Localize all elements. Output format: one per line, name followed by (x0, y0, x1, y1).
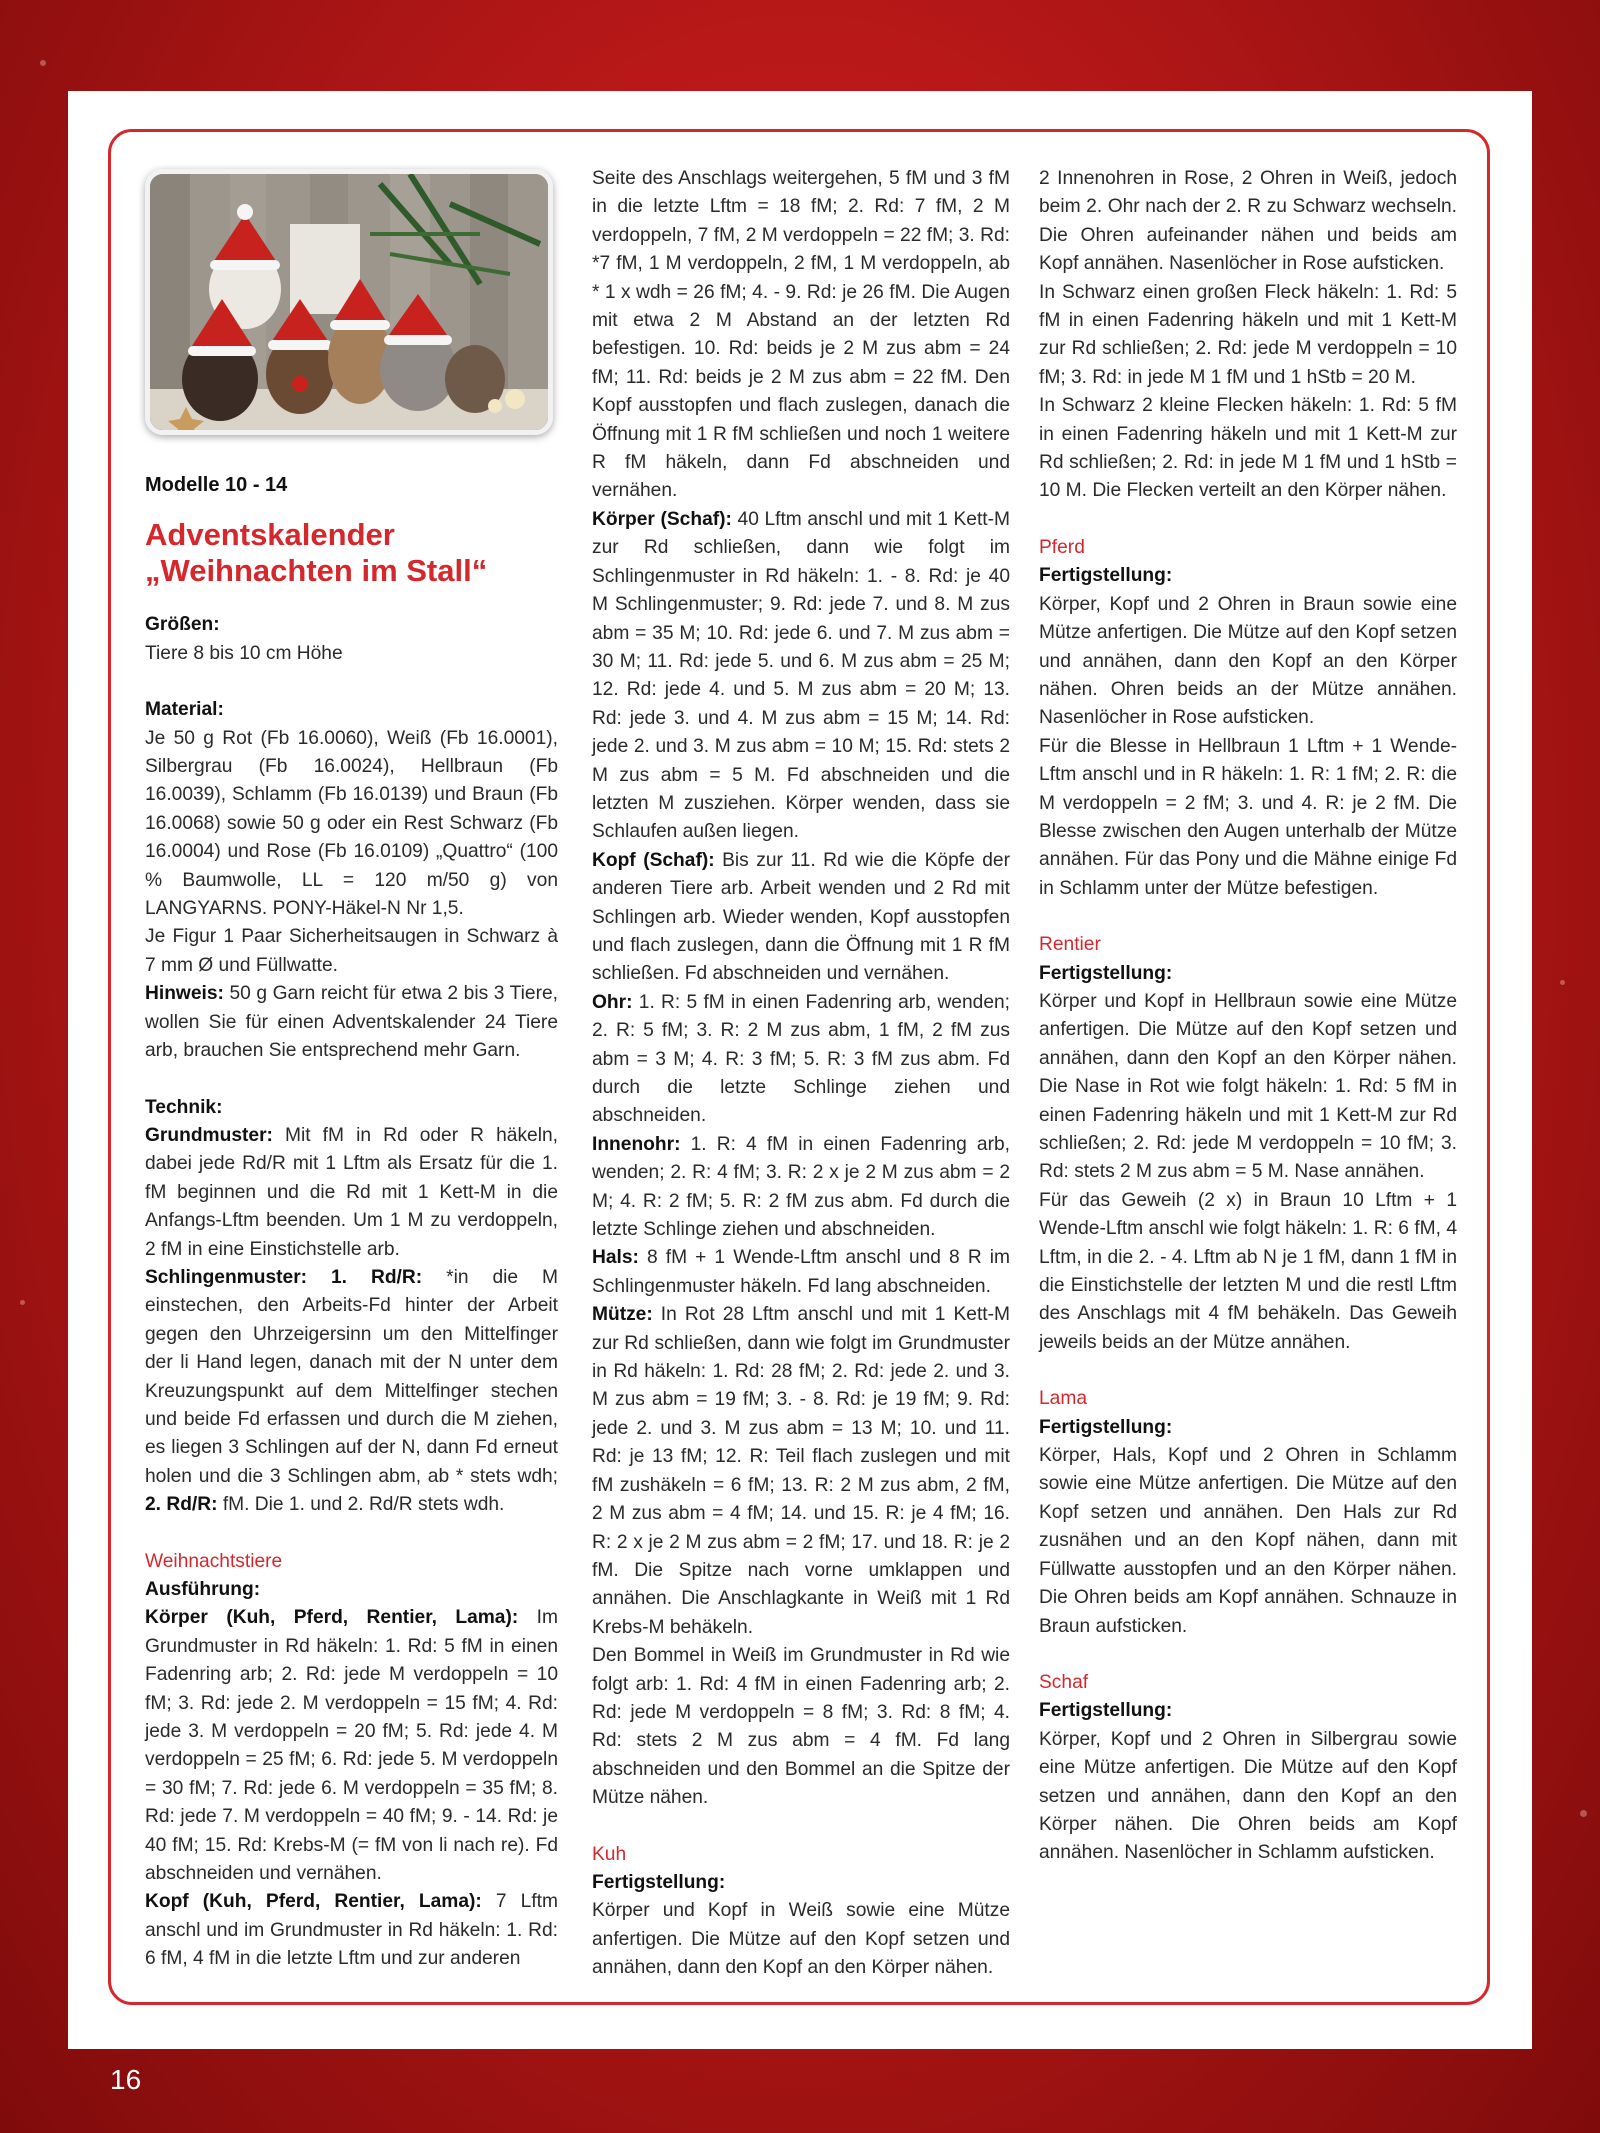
schlingenmuster-text: *in die M einstechen, den Arbeits-Fd hinter der Arbeit gegen den Uhrzeigersinn um den Mittelfinger der li Hand legen, danach mit der N unter dem Kreuzungspunkt auf dem Mittelfinger stechen und beide Fd erfassen und durch die M ziehen, es liegen 3 Schlingen auf der N, dann Fd erneut holen und die 3 Schlingen abm, ab * stets wdh; (145, 1266, 559, 1487)
lama-fertigstellung-label: Fertigstellung: (1039, 1416, 1173, 1438)
ohr (592, 989, 1010, 1131)
sparkle (40, 60, 46, 66)
model-number: Modelle 10 - 14 (145, 474, 288, 496)
crochet-animals-photo (145, 169, 553, 435)
column-middle (592, 165, 1010, 1983)
kuh-flecken-text: In Schwarz 2 kleine Flecken häkeln: 1. Rd: 5 fM in einen Fadenring häkeln und mit 1 Kett-M zur Rd schließen; 2. Rd: in jede M 1 fM und 1 hStb = 10 M. Die Flecken verteilt an den Körper nähen. (1039, 395, 1457, 502)
rentier-fertigstellung-label: Fertigstellung: (1039, 962, 1173, 984)
hinweis (145, 980, 558, 1065)
column-right (1039, 165, 1457, 1868)
kopf-schaf (592, 847, 1010, 989)
kopf-text: 7 Lftm anschl und im Grundmuster in Rd häkeln: 1. Rd: 6 fM, 4 fM in die letzte Lftm und zur anderen (145, 1891, 558, 1970)
schaf-text: Körper, Kopf und 2 Ohren in Silbergrau sowie eine Mütze anfertigen. Die Mütze auf den Kopf setzen und annähen, dann den Kopf an den Körper nähen. Die Ohren beids am Kopf annähen. Nasenlöcher in Schlamm aufsticken. (1039, 1728, 1457, 1864)
section-kuh: Kuh (592, 1843, 627, 1865)
rentier-text: Körper und Kopf in Hellbraun sowie eine Mütze anfertigen. Die Mütze auf den Kopf setzen und annähen, dann den Kopf an den Körper nähen. Die Nase in Rot wie folgt häkeln: 1. Rd: 5 fM in einen Fadenring häkeln und mit 1 Kett-M zur Rd schließen; 2. Rd: jede M verdoppeln = 10 fM; 3. Rd: stets 2 M zus abm = 5 M. Nase annähen. (1039, 990, 1457, 1183)
material-text-2: Je Figur 1 Paar Sicherheitsaugen in Schwarz à 7 mm Ø und Füllwatte. (145, 926, 558, 976)
hals-label: Hals: (592, 1247, 639, 1269)
pferd-blesse-text: Für die Blesse in Hellbraun 1 Lftm + 1 Wende-Lftm anschl und in R häkeln: 1. R: 1 fM; 2. R: die M verdoppeln = 2 fM; 3. und 4. R: je 2 fM. Die Blesse zwischen den Augen unterhalb der Mütze annähen. Für das Pony und die Mähne einige Fd in Schlamm unter der Mütze befestigen. (1039, 735, 1457, 899)
innenohr-label: Innenohr: (592, 1133, 681, 1155)
ausfuehrung-label: Ausführung: (145, 1579, 261, 1600)
article-title (145, 517, 558, 589)
hinweis-label: Hinweis: (145, 983, 224, 1005)
innenohr (592, 1131, 1010, 1245)
ohr-text: 1. R: 5 fM in einen Fadenring arb, wenden; 2. R: 5 fM; 3. R: 2 M zus abm, 1 fM, 2 fM zus abm = 3 M; 4. R: 3 fM; 5. R: 3 fM zus abm. Fd durch die letzte Schlinge ziehen und abschneiden. (592, 991, 1010, 1127)
material-label: Material: (145, 699, 224, 721)
kopf-continued: Seite des Anschlags weitergehen, 5 fM und 3 fM in die letzte Lftm = 18 fM; 2. Rd: 7 fM, 2 M verdoppeln, 7 fM, 2 M verdoppeln = 22 fM; 3. Rd: *7 fM, 1 M verdoppeln, 2 fM, 1 M verdoppeln, ab * 1 x wdh = 26 fM; 4. - 9. Rd: je 26 fM. Die Augen mit etwa 2 M Abstand an der letzten Rd befestigen. 10. Rd: beids je 2 M zus abm = 24 fM; 11. Rd: beids je 2 M zus abm = 22 fM. Den Kopf ausstopfen und flach zuslegen, danach die Öffnung mit 1 R fM schließen und noch 1 weitere R fM häkeln, dann Fd abschneiden und vernähen. (592, 168, 1010, 502)
kuh-fertigstellung-label: Fertigstellung: (592, 1871, 726, 1893)
schlingenmuster (145, 1264, 558, 1520)
schlingenmuster-label: Schlingenmuster: 1. Rd/R: (145, 1266, 423, 1288)
sparkle (1580, 1810, 1587, 1817)
grundmuster-label: Grundmuster: (145, 1124, 273, 1146)
title-line-2: „Weihnachten im Stall“ (145, 553, 488, 589)
schaf-fertigstellung-label: Fertigstellung: (1039, 1700, 1173, 1722)
koerper-schaf (592, 506, 1010, 847)
section-pferd: Pferd (1039, 536, 1085, 558)
grundmuster (145, 1122, 558, 1264)
koerper-instructions (145, 1604, 558, 1888)
koerper-schaf-label: Körper (Schaf): (592, 508, 732, 530)
kuh-ohren-text: 2 Innenohren in Rose, 2 Ohren in Weiß, jedoch beim 2. Ohr nach der 2. R zu Schwarz wechseln. Die Ohren aufeinander nähen und beids am Kopf annähen. Nasenlöcher in Rose aufsticken. (1039, 168, 1457, 275)
column-left (145, 169, 558, 1974)
page-sheet (68, 91, 1532, 2049)
hinweis-text: 50 g Garn reicht für etwa 2 bis 3 Tiere, wollen Sie für einen Adventskalender 24 Tiere arb, brauchen Sie entsprechend mehr Garn. (145, 983, 558, 1062)
lama-text: Körper, Hals, Kopf und 2 Ohren in Schlamm sowie eine Mütze anfertigen. Die Mütze auf den Kopf setzen und annähen. Den Hals zur Rd zusnähen und an den Kopf nähen, dann mit Füllwatte ausstopfen und an den Körper nähen. Die Ohren beids am Kopf annähen. Schnauze in Braun aufsticken. (1039, 1445, 1457, 1637)
page-number: 16 (110, 2064, 142, 2095)
section-rentier: Rentier (1039, 934, 1101, 956)
koerper-text: Im Grundmuster in Rd häkeln: 1. Rd: 5 fM in einen Fadenring arb; 2. Rd: jede M verdoppeln = 10 fM; 3. Rd: jede 2. M verdoppeln = 15 fM; 4. Rd: jede 3. M verdoppeln = 20 fM; 5. Rd: jede 4. M verdoppeln = 25 fM; 6. Rd: jede 5. M verdoppeln = 30 fM; 7. Rd: jede 6. M verdoppeln = 35 fM; 8. Rd: jede 7. M verdoppeln = 40 fM; 9. - 14. Rd: je 40 fM; 15. Rd: Krebs-M (= fM von li nach re). Fd abschneiden und vernähen. (145, 1607, 558, 1885)
koerper-label: Körper (Kuh, Pferd, Rentier, Lama): (145, 1607, 519, 1629)
kuh-fleck-text: In Schwarz einen großen Fleck häkeln: 1. Rd: 5 fM in einen Fadenring häkeln und mit 1 Kett-M zur Rd schließen; 2. Rd: jede M verdoppeln = 10 fM; 3. Rd: in jede M 1 fM und 1 hStb = 20 M. (1039, 281, 1457, 388)
section-lama: Lama (1039, 1388, 1087, 1410)
pferd-text: Körper, Kopf und 2 Ohren in Braun sowie eine Mütze anfertigen. Die Mütze auf den Kopf setzen und annähen, dann den Kopf an den Körper nähen. Ohren beids an der Mütze annähen. Nasenlöcher in Rose aufsticken. (1039, 593, 1457, 729)
hals-text: 8 fM + 1 Wende-Lftm anschl und 8 R im Schlingenmuster häkeln. Fd lang abschneiden. (592, 1247, 1010, 1297)
groessen-text: Tiere 8 bis 10 cm Höhe (145, 642, 343, 664)
ohr-label: Ohr: (592, 991, 633, 1013)
technik-label: Technik: (145, 1096, 223, 1118)
material-text: Je 50 g Rot (Fb 16.0060), Weiß (Fb 16.0001), Silbergrau (Fb 16.0024), Hellbraun (Fb 16.0039), Schlamm (Fb 16.0139) und Braun (Fb 16.0068) sowie 50 g oder ein Rest Schwarz (Fb 16.0004) und Rose (Fb 16.0109) „Quattro“ (100 % Baumwolle, LL = 120 m/50 g) von LANGYARNS. PONY-Häkel-N Nr 1,5. (145, 727, 558, 920)
section-weihnachtstiere: Weihnachtstiere (145, 1550, 283, 1572)
schlingenmuster-r2-label: 2. Rd/R: (145, 1494, 218, 1516)
groessen-label: Größen: (145, 614, 220, 636)
koerper-schaf-text: 40 Lftm anschl und mit 1 Kett-M zur Rd schließen, dann wie folgt im Schlingenmuster in Rd häkeln: 1. - 8. Rd: je 40 M Schlingenmuster; 9. Rd: jede 7. und 8. M zus abm = 35 M; 10. Rd: jede 6. und 7. M zus abm = 30 M; 11. Rd: jede 5. und 6. M zus abm = 25 M; 12. Rd: jede 4. und 5. M zus abm = 20 M; 13. Rd: jede 3. und 4. M zus abm = 15 M; 14. Rd: jede 2. und 3. M zus abm = 10 M; 15. Rd: stets 2 M zus abm = 5 M. Fd abschneiden und die letzten M zusziehen. Körper wenden, dass sie Schlaufen außen liegen. (592, 508, 1010, 843)
kopf-label: Kopf (Kuh, Pferd, Rentier, Lama): (145, 1891, 482, 1913)
rentier-geweih-text: Für das Geweih (2 x) in Braun 10 Lftm + 1 Wende-Lftm anschl wie folgt häkeln: 1. R: 6 fM, 4 Lftm, in die 2. - 4. Lftm ab N je 1 fM, dann 1 fM in die Einstichstelle der letzten M und die restl Lftm des Anschlags mit 4 fM behäkeln. Das Geweih jeweils beids an der Mütze annähen. (1039, 1189, 1457, 1353)
photo-illustration (150, 174, 548, 430)
muetze-text: In Rot 28 Lftm anschl und mit 1 Kett-M zur Rd schließen, dann wie folgt im Grundmuster in Rd häkeln: 1. Rd: 28 fM; 2. Rd: jede 2. und 3. M zus abm = 19 fM; 3. - 8. Rd: je 19 fM; 9. Rd: jede 2. und 3. M zus abm = 13 M; 10. und 11. Rd: je 13 fM; 12. R: Teil flach zuslegen und mit fM zushäkeln = 6 fM; 13. R: 2 M zus abm, 2 fM, 2 M zus abm = 4 fM; 14. und 15. R: je 4 fM; 16. R: 2 x je 2 M zus abm = 2 fM; 17. und 18. R: je 2 fM. Die Spitze nach vorne umklappen und annähen. Die Anschlagkante in Weiß mit 1 Rd Krebs-M behäkeln. (592, 1304, 1010, 1638)
kopf-schaf-label: Kopf (Schaf): (592, 849, 715, 871)
grundmuster-text: Mit fM in Rd oder R häkeln, dabei jede Rd/R mit 1 Lftm als Ersatz für die 1. fM beginnen und die Rd mit 1 Kett-M in die Anfangs-Lftm beenden. Um 1 M zu verdoppeln, 2 fM in eine Einstichstelle arb. (145, 1124, 558, 1260)
muetze-label: Mütze: (592, 1304, 653, 1326)
pferd-fertigstellung-label: Fertigstellung: (1039, 565, 1173, 587)
sparkle (1560, 980, 1565, 985)
bommel-text: Den Bommel in Weiß im Grundmuster in Rd wie folgt arb: 1. Rd: 4 fM in einen Fadenring arb; 2. Rd: jede M verdoppeln = 8 fM; 3. Rd: 8 fM; 4. Rd: stets 2 M zus abm = 4 fM. Fd lang abschneiden und den Bommel an die Spitze der Mütze nähen. (592, 1645, 1010, 1809)
kopf-schaf-text: Bis zur 11. Rd wie die Köpfe der anderen Tiere arb. Arbeit wenden und 2 Rd mit Schlingen arb. Wieder wenden, Kopf ausstopfen und flach zuslegen, dann die Öffnung mit 1 R fM schließen. Fd abschneiden und vernähen. (592, 849, 1010, 985)
innenohr-text: 1. R: 4 fM in einen Fadenring arb, wenden; 2. R: 4 fM; 3. R: 2 x je 2 M zus abm = 2 M; 4. R: 2 fM; 5. R: 2 fM zus abm. Fd durch die letzte Schlinge ziehen und abschneiden. (592, 1133, 1010, 1241)
kuh-text: Körper und Kopf in Weiß sowie eine Mütze anfertigen. Die Mütze auf den Kopf setzen und annähen, dann den Kopf an den Körper nähen. (592, 1900, 1010, 1979)
section-schaf: Schaf (1039, 1671, 1089, 1693)
schlingenmuster-r2-text: fM. Die 1. und 2. Rd/R stets wdh. (217, 1494, 505, 1516)
hals (592, 1244, 1010, 1301)
title-line-1: Adventskalender (145, 517, 395, 553)
sparkle (20, 1300, 25, 1305)
muetze (592, 1301, 1010, 1642)
kopf-instructions (145, 1888, 558, 1973)
